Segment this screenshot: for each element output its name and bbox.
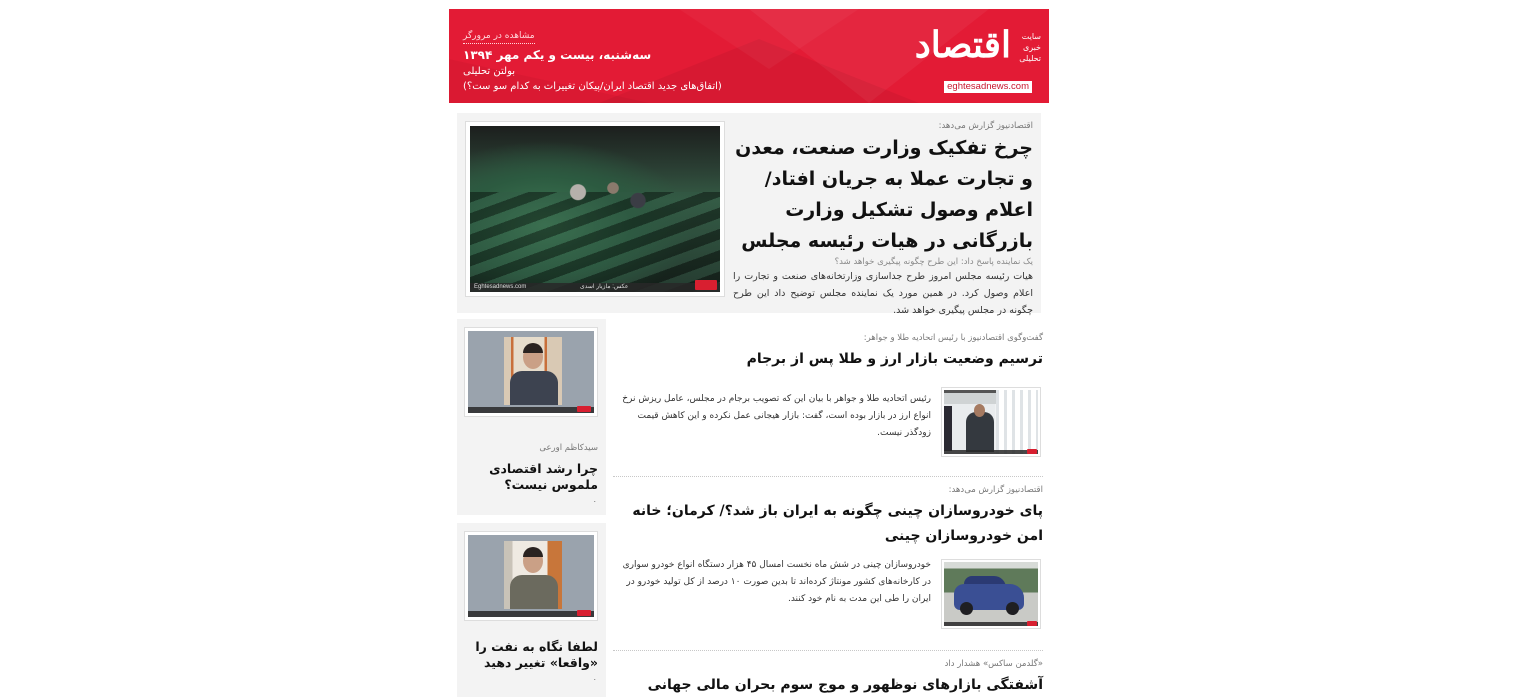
article-divider <box>613 650 1043 651</box>
article-item <box>613 485 1043 604</box>
logo-subtitle <box>1013 31 1041 64</box>
article-kicker: اقتصادنیوز گزارش می‌دهد: <box>948 485 1043 495</box>
parliament-photo <box>470 126 720 292</box>
photo-credit-photographer: عکس: مازیار اسدی <box>580 284 629 290</box>
photo-detail <box>944 390 996 404</box>
photo-credit-bar <box>470 283 720 292</box>
photo-detail <box>966 412 994 452</box>
logo-sub-line: خبری <box>1022 43 1041 52</box>
brand-watermark-icon <box>577 406 591 412</box>
photo-detail <box>558 159 658 242</box>
car-photo <box>944 562 1038 626</box>
sidebar-title-link[interactable]: چرا رشد اقتصادی ملموس نیست؟ <box>489 461 598 492</box>
brand-watermark-icon <box>577 610 591 616</box>
sidebar-card <box>457 523 606 697</box>
featured-text <box>733 121 1033 319</box>
issue-date: سه‌شنبه، بیست و یکم مهر ۱۳۹۴ <box>463 48 652 62</box>
article-divider <box>613 476 1043 477</box>
photo-credit-bar <box>944 450 1038 454</box>
sidebar-card-image[interactable] <box>464 531 598 621</box>
sidebar-card <box>457 319 606 515</box>
article-item <box>613 333 1043 438</box>
photo-credit-bar <box>468 407 594 413</box>
logo-sub-line: سایت <box>1021 32 1041 41</box>
photo-credit-bar <box>468 611 594 617</box>
photo-detail <box>1006 602 1019 615</box>
logo-sub-line: تحلیلی <box>1019 54 1041 63</box>
header-banner <box>449 9 1049 103</box>
featured-article <box>457 113 1041 316</box>
author-portrait <box>468 535 594 617</box>
logo-wordmark: اقتصاد <box>914 24 1011 66</box>
photo-detail <box>510 371 558 405</box>
article-item <box>613 659 1043 697</box>
featured-image[interactable] <box>465 121 725 297</box>
brand-watermark-icon <box>1027 621 1037 626</box>
photo-detail <box>944 406 952 451</box>
sidebar-separator-dot: . <box>593 673 596 682</box>
brand-watermark-icon <box>1027 449 1037 454</box>
issue-tagline: (اتفاق‌های جدید اقتصاد ایران/پیکان تغییرات به کدام سو ست؟) <box>463 81 722 92</box>
sidebar-separator-dot: . <box>593 495 596 504</box>
article-summary: خودروسازان چینی در شش ماه نخست امسال ۴۵ هزار دستگاه انواع خودرو سواری در کارخانه‌های کشور مونتاژ کرده‌اند تا بدین صورت ۱۰ درصد از کل تولید خودرو در ایران را طی این مدت به نام خود کنند. <box>622 560 931 604</box>
photo-detail <box>974 404 985 417</box>
article-title-link[interactable]: ترسیم وضعیت بازار ارز و طلا پس از برجام <box>746 351 1043 367</box>
sidebar-title-link[interactable]: لطفا نگاه به نفت را «واقعا» تغییر دهید <box>475 639 598 670</box>
featured-title-link[interactable]: چرخ تفکیک وزارت صنعت، معدن و تجارت عملا به جریان افتاد/اعلام وصول تشکیل وزارت بازرگانی در هیات رئیسه مجلس <box>735 137 1033 252</box>
photo-credit-site: Eghtesadnews.com <box>474 284 527 290</box>
article-thumbnail[interactable] <box>941 387 1041 457</box>
photo-detail <box>996 390 1038 454</box>
sidebar-card-image[interactable] <box>464 327 598 417</box>
bulletin-label: بولتن تحلیلی <box>463 66 516 77</box>
site-logo[interactable] <box>914 19 1041 92</box>
logo-url: eghtesadnews.com <box>944 81 1032 93</box>
article-summary: رئیس اتحادیه طلا و جواهر با بیان این که تصویب برجام در مجلس، عامل ریزش نرخ انواع ارز در بازار بوده است، گفت: بازار هیجانی عمل نکرده و این کاهش قیمت زودگذر نیست. <box>622 394 931 438</box>
article-kicker: گفت‌وگوی اقتصادنیوز با رئیس اتحادیه طلا و جواهر: <box>863 333 1043 343</box>
interview-photo <box>944 390 1038 454</box>
article-title-link[interactable]: پای خودروسازان چینی چگونه به ایران باز شد؟/ کرمان؛ خانه امن خودروسازان چینی <box>632 503 1043 544</box>
article-title-link[interactable]: آشفتگی بازارهای نوظهور و موج سوم بحران مالی جهانی <box>647 677 1043 693</box>
brand-watermark-icon <box>695 280 717 290</box>
article-thumbnail[interactable] <box>941 559 1041 629</box>
photo-detail <box>510 575 558 609</box>
header-info <box>463 23 722 92</box>
article-kicker: «گلدمن ساکس» هشدار داد <box>944 659 1043 669</box>
photo-credit-bar <box>944 622 1038 626</box>
view-in-browser-link[interactable]: مشاهده در مرورگر <box>463 31 535 44</box>
featured-subkicker: یک نماینده پاسخ داد: این طرح چگونه پیگیری خواهد شد؟ <box>834 257 1033 267</box>
sidebar-author: سیدکاظم اورعی <box>539 443 598 453</box>
newsletter-container <box>449 9 1049 697</box>
featured-kicker: اقتصادنیوز گزارش می‌دهد: <box>938 121 1033 131</box>
featured-summary: هیات رئیسه مجلس امروز طرح جداسازی وزارتخانه‌های صنعت و تجارت را اعلام وصول کرد. در همین مورد یک نماینده مجلس توضیح داد این طرح چگونه در مجلس پیگیری خواهد شد. <box>733 271 1033 316</box>
photo-detail <box>960 602 973 615</box>
author-portrait <box>468 331 594 413</box>
